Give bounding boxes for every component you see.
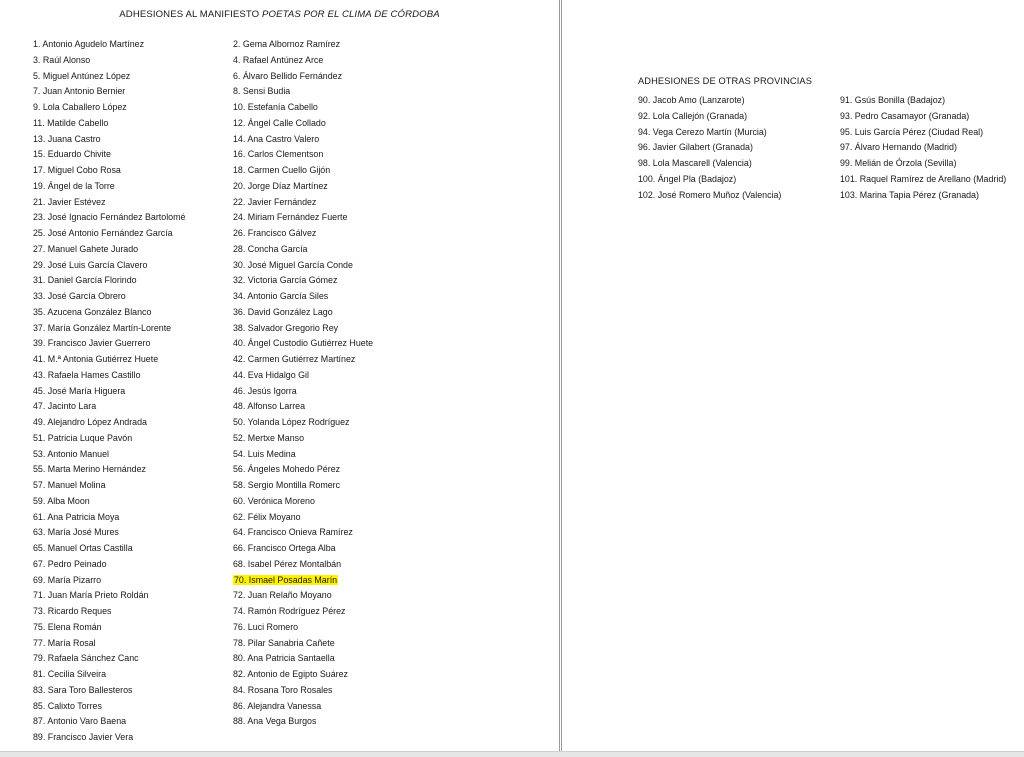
entry-text: 100. Ángel Pla (Badajoz) [638, 173, 737, 184]
entry-text: 36. David González Lago [233, 306, 333, 317]
title-italic: POETAS POR EL CLIMA DE CÓRDOBA [262, 9, 440, 20]
list-item [33, 195, 185, 211]
entry-text: 71. Juan María Prieto Roldán [33, 590, 149, 601]
list-item [840, 109, 1006, 125]
entry-text: 88. Ana Vega Burgos [233, 716, 317, 727]
list-item [840, 93, 1006, 109]
list-item [33, 179, 185, 195]
entry-text: 94. Vega Cerezo Martín (Murcia) [638, 126, 767, 137]
entry-text: 47. Jacinto Lara [33, 401, 97, 412]
list-item [233, 258, 373, 274]
entry-text: 19. Ángel de la Torre [33, 180, 115, 191]
list-item [33, 321, 185, 337]
entry-text: 28. Concha García [233, 243, 308, 254]
entry-text: 79. Rafaela Sánchez Canc [33, 653, 139, 664]
list-item [33, 69, 185, 85]
list-item [33, 37, 185, 53]
list-item [33, 289, 185, 305]
entry-text: 32. Victoria García Gómez [233, 275, 338, 286]
entry-text: 50. Yolanda López Rodríguez [233, 417, 350, 427]
list-item [33, 415, 185, 431]
list-item [233, 431, 373, 447]
entry-text: 93. Pedro Casamayor (Granada) [840, 110, 970, 121]
list-item [33, 525, 185, 541]
list-item [233, 604, 373, 620]
list-item [233, 352, 373, 368]
entry-text: 64. Francisco Onieva Ramírez [233, 527, 353, 538]
entry-text: 45. José María Higuera [33, 385, 126, 396]
list-item [840, 172, 1006, 188]
list-item [233, 588, 373, 604]
entry-text: 13. Juana Castro [33, 133, 101, 144]
list-item [233, 242, 373, 258]
list-item [33, 510, 185, 526]
entry-text: 86. Alejandra Vanessa [233, 700, 322, 711]
entry-text: 20. Jorge Díaz Martínez [233, 180, 328, 191]
list-item [233, 305, 373, 321]
list-item [233, 195, 373, 211]
list-item [33, 163, 185, 179]
entry-text: 44. Eva Hidalgo Gil [233, 369, 309, 380]
list-item [33, 352, 185, 368]
list-item [33, 431, 185, 447]
entry-text: 80. Ana Patricia Santaella [233, 653, 335, 664]
list-item [638, 156, 781, 172]
title-prefix: ADHESIONES AL MANIFIESTO [119, 9, 263, 20]
list-item [233, 541, 373, 557]
list-item [840, 140, 1006, 156]
entry-text: 101. Raquel Ramírez de Arellano (Madrid) [840, 173, 1007, 184]
entry-text: 22. Javier Fernández [233, 196, 317, 207]
entry-text: 61. Ana Patricia Moya [33, 511, 120, 522]
list-item [33, 226, 185, 242]
list-item [233, 210, 373, 226]
list-item [233, 636, 373, 652]
province-list-odd [840, 93, 1006, 203]
entry-text: 87. Antonio Varo Baena [33, 716, 127, 727]
entry-text: 89. Francisco Javier Vera [33, 732, 134, 742]
list-item [233, 163, 373, 179]
entry-text: 58. Sergio Montilla Romerc [233, 480, 341, 490]
list-item [233, 399, 373, 415]
entry-text: 27. Manuel Gahete Jurado [33, 243, 139, 254]
list-item [233, 557, 373, 573]
right-page [561, 0, 1024, 752]
entry-text: 74. Ramón Rodríguez Pérez [233, 606, 346, 616]
entry-text: 98. Lola Mascarell (Valencia) [638, 158, 752, 168]
list-item [33, 651, 185, 667]
entry-text: 51. Patricia Luque Pavón [33, 432, 133, 443]
list-item [33, 242, 185, 258]
list-item [638, 172, 781, 188]
list-item [638, 140, 781, 156]
province-list-even [638, 93, 781, 203]
list-item [33, 84, 185, 100]
entry-text: 66. Francisco Ortega Alba [233, 543, 336, 553]
entry-text: 17. Miguel Cobo Rosa [33, 165, 121, 175]
entry-text: 55. Marta Merino Hernández [33, 464, 146, 475]
entry-text: 97. Álvaro Hernando (Madrid) [840, 142, 957, 153]
list-item [33, 667, 185, 683]
entry-text: 62. Félix Moyano [233, 511, 301, 522]
entry-text: 90. Jacob Amo (Lanzarote) [638, 95, 745, 105]
entry-text: 63. María José Mures [33, 527, 119, 538]
entry-text: 9. Lola Caballero López [33, 102, 127, 112]
entry-text: 46. Jesús Igorra [233, 385, 297, 396]
entry-text: 41. M.ª Antonia Gutiérrez Huete [33, 354, 159, 364]
entry-text: 23. José Ignacio Fernández Bartolomé [33, 212, 186, 223]
entry-text: 1. Antonio Agudelo Martínez [33, 39, 145, 49]
list-item [33, 399, 185, 415]
list-item [233, 415, 373, 431]
entry-text: 103. Marina Tapia Pérez (Granada) [840, 189, 979, 200]
entry-text: 42. Carmen Gutiérrez Martínez [233, 354, 356, 364]
list-item [33, 573, 185, 589]
list-item [233, 447, 373, 463]
list-item [233, 321, 373, 337]
list-item [33, 53, 185, 69]
entry-text: 68. Isabel Pérez Montalbán [233, 558, 342, 569]
entry-text: 48. Alfonso Larrea [233, 401, 306, 412]
list-item [33, 273, 185, 289]
entry-text: 29. José Luis García Clavero [33, 259, 148, 270]
entry-text: 40. Ángel Custodio Gutiérrez Huete [233, 338, 374, 349]
list-item [233, 368, 373, 384]
list-item [33, 258, 185, 274]
list-item [233, 683, 373, 699]
signatory-list-even [233, 37, 373, 730]
list-item [840, 156, 1006, 172]
list-item [233, 667, 373, 683]
entry-text: 76. Luci Romero [233, 621, 299, 632]
list-item [33, 116, 185, 132]
list-item [33, 305, 185, 321]
list-item [33, 368, 185, 384]
entry-text: 35. Azucena González Blanco [33, 306, 152, 317]
list-item [33, 478, 185, 494]
list-item [233, 37, 373, 53]
list-item [233, 116, 373, 132]
list-item [33, 714, 185, 730]
list-item [33, 620, 185, 636]
list-item [33, 699, 185, 715]
list-item [233, 620, 373, 636]
entry-text: 96. Javier Gilabert (Granada) [638, 142, 753, 153]
list-item [33, 210, 185, 226]
list-item [33, 636, 185, 652]
entry-text: 39. Francisco Javier Guerrero [33, 338, 151, 349]
list-item [233, 384, 373, 400]
entry-text: 18. Carmen Cuello Gijón [233, 165, 331, 175]
entry-text: 59. Alba Moon [33, 495, 90, 506]
entry-text: 54. Luis Medina [233, 448, 296, 459]
entry-text: 102. José Romero Muñoz (Valencia) [638, 189, 782, 200]
list-item [33, 604, 185, 620]
entry-text: 92. Lola Callejón (Granada) [638, 110, 748, 121]
signatory-list-odd [33, 37, 185, 746]
entry-text: 43. Rafaela Hames Castillo [33, 369, 141, 380]
entry-text: 30. José Miguel García Conde [233, 259, 353, 270]
list-item [33, 147, 185, 163]
entry-text: 53. Antonio Manuel [33, 448, 109, 459]
list-item [233, 273, 373, 289]
entry-text: 73. Ricardo Reques [33, 606, 112, 616]
list-item [233, 478, 373, 494]
entry-text: 8. Sensi Budia [233, 86, 291, 97]
list-item [33, 557, 185, 573]
list-item [638, 93, 781, 109]
entry-text: 10. Estefanía Cabello [233, 102, 318, 112]
entry-text: 78. Pilar Sanabria Cañete [233, 637, 335, 648]
entry-text: 57. Manuel Molina [33, 480, 106, 490]
list-item [33, 683, 185, 699]
entry-text: 16. Carlos Clementson [233, 149, 324, 160]
list-item [33, 494, 185, 510]
list-item [233, 699, 373, 715]
entry-text: 69. María Pizarro [33, 574, 102, 585]
list-item [233, 525, 373, 541]
list-item [233, 289, 373, 305]
entry-text: 2. Gema Albornoz Ramírez [233, 39, 341, 49]
entry-text: 84. Rosana Toro Rosales [233, 684, 333, 695]
list-item [233, 226, 373, 242]
list-item [233, 132, 373, 148]
list-item [33, 384, 185, 400]
list-item [233, 573, 373, 589]
list-item [638, 125, 781, 141]
list-item [33, 541, 185, 557]
entry-text: 52. Mertxe Manso [233, 432, 305, 443]
page-bottom-shade [0, 751, 1024, 757]
entry-text: 38. Salvador Gregorio Rey [233, 322, 339, 333]
entry-text: 83. Sara Toro Ballesteros [33, 684, 133, 695]
list-item [33, 462, 185, 478]
entry-text: 75. Elena Román [33, 621, 102, 632]
highlighted-entry: 70. Ismael Posadas Marín [234, 574, 338, 585]
list-item [233, 84, 373, 100]
entry-text: 24. Miriam Fernández Fuerte [233, 212, 348, 223]
list-item [33, 588, 185, 604]
entry-text: 82. Antonio de Egipto Suárez [233, 669, 348, 679]
list-item [233, 147, 373, 163]
entry-text: 7. Juan Antonio Bernier [33, 86, 126, 97]
entry-text: 67. Pedro Peinado [33, 558, 107, 569]
list-item [33, 447, 185, 463]
list-item [233, 53, 373, 69]
entry-text: 56. Ángeles Mohedo Pérez [233, 464, 341, 475]
entry-text: 11. Matilde Cabello [33, 117, 109, 128]
entry-text: 65. Manuel Ortas Castilla [33, 543, 133, 553]
list-item [233, 69, 373, 85]
list-item [233, 462, 373, 478]
list-item [33, 336, 185, 352]
entry-text: 4. Rafael Antúnez Arce [233, 54, 324, 65]
list-item [638, 188, 781, 204]
list-item [33, 100, 185, 116]
list-item [233, 510, 373, 526]
list-item [233, 714, 373, 730]
entry-text: 37. María González Martín-Lorente [33, 322, 172, 333]
entry-text: 85. Calixto Torres [33, 700, 102, 711]
list-item [233, 651, 373, 667]
entry-text: 49. Alejandro López Andrada [33, 417, 147, 427]
entry-text: 60. Verónica Moreno [233, 495, 315, 506]
list-item [33, 730, 185, 746]
entry-text: 33. José García Obrero [33, 291, 126, 301]
entry-text: 14. Ana Castro Valero [233, 133, 320, 144]
entry-text: 95. Luis García Pérez (Ciudad Real) [840, 126, 984, 137]
list-item [233, 100, 373, 116]
entry-text: 12. Ángel Calle Collado [233, 117, 326, 128]
entry-text: 91. Gsús Bonilla (Badajoz) [840, 95, 946, 105]
document-title [0, 9, 559, 20]
entry-text: 6. Álvaro Bellido Fernández [233, 70, 343, 81]
list-item [840, 125, 1006, 141]
other-provinces-title: ADHESIONES DE OTRAS PROVINCIAS [638, 76, 812, 86]
entry-text: 26. Francisco Gálvez [233, 228, 317, 238]
entry-text: 34. Antonio García Siles [233, 291, 329, 301]
list-item [33, 132, 185, 148]
list-item [233, 179, 373, 195]
entry-text: 31. Daniel García Florindo [33, 275, 137, 286]
list-item [233, 494, 373, 510]
entry-text: 5. Miguel Antúnez López [33, 70, 131, 81]
list-item [638, 109, 781, 125]
entry-text: 72. Juan Relaño Moyano [233, 590, 332, 601]
entry-text: 25. José Antonio Fernández García [33, 228, 173, 238]
entry-text: 81. Cecilia Silveira [33, 669, 107, 679]
entry-text: 3. Raúl Alonso [33, 54, 91, 65]
list-item [233, 336, 373, 352]
entry-text: 99. Melián de Órzola (Sevilla) [840, 158, 957, 168]
list-item [840, 188, 1006, 204]
entry-text: 21. Javier Estévez [33, 196, 106, 207]
entry-text: 15. Eduardo Chivite [33, 149, 111, 160]
entry-text: 77. María Rosal [33, 637, 96, 648]
